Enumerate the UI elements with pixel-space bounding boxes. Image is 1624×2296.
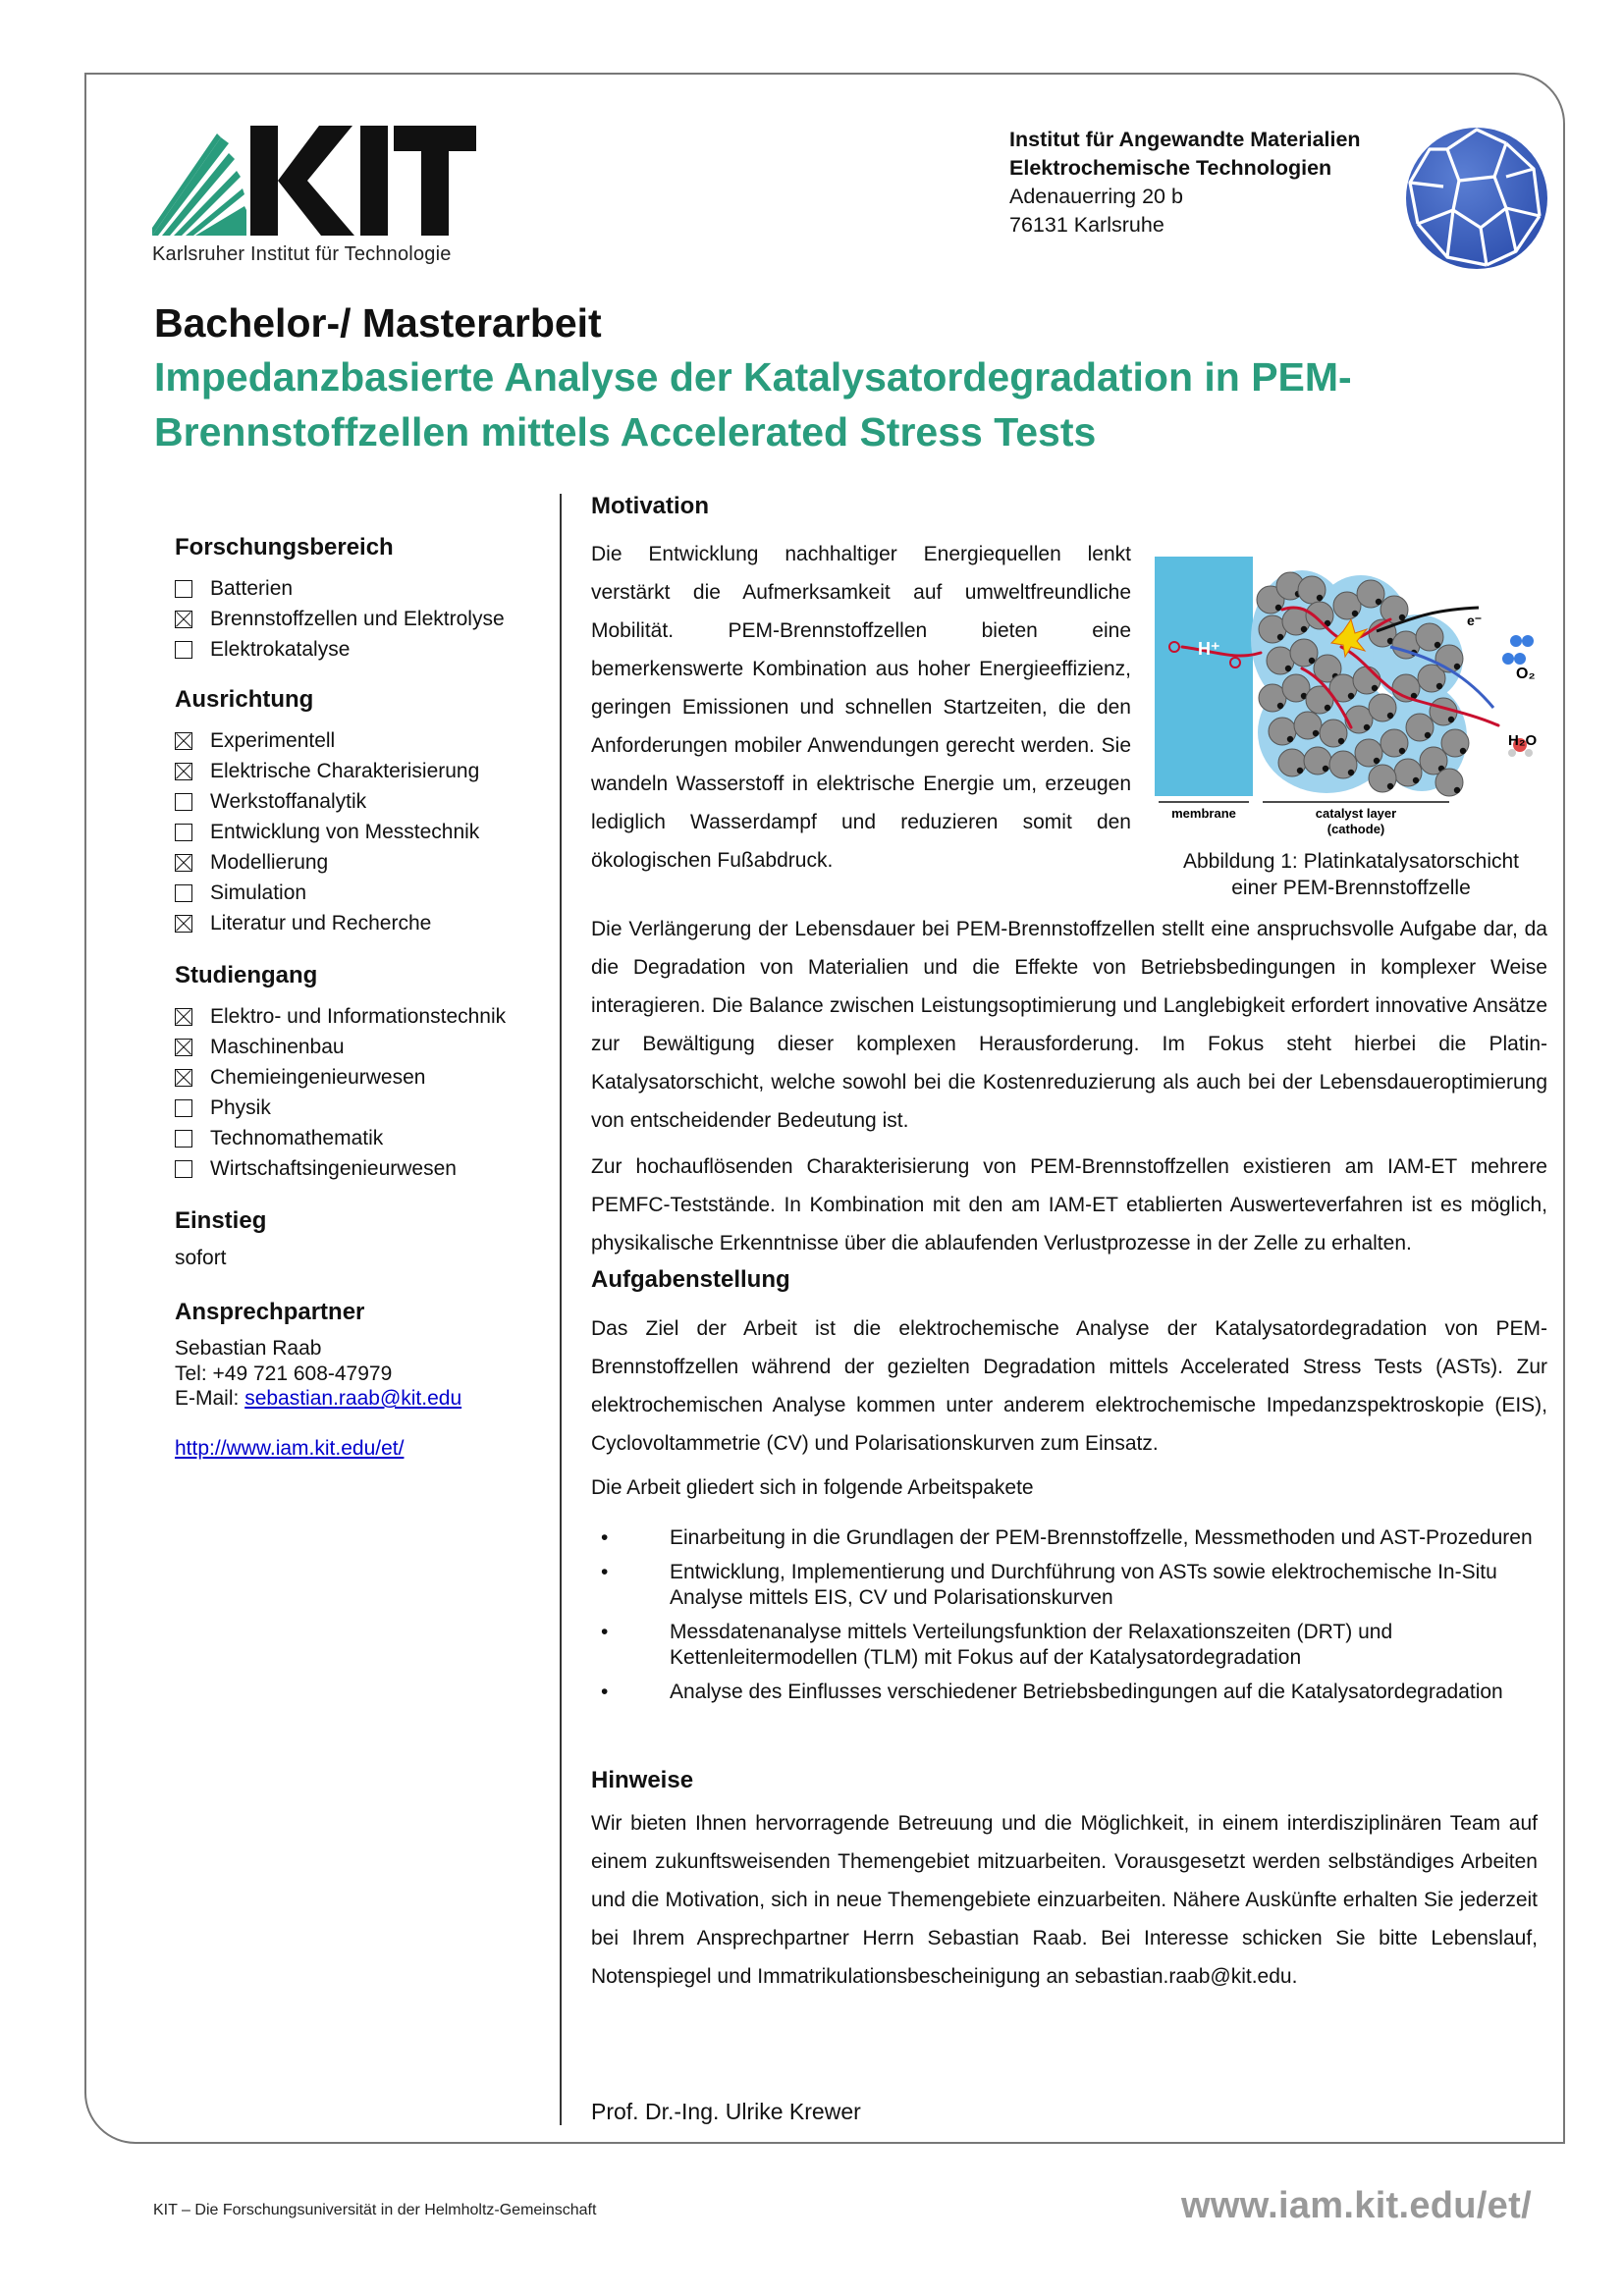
orientation-option-label: Simulation xyxy=(210,881,307,904)
list-item xyxy=(591,1560,1553,1611)
study-option[interactable] xyxy=(175,1123,548,1153)
notes-paragraph: Wir bieten Ihnen hervorragende Betreuung und die Möglichkeit, in einem interdisziplinären Team auf einem zukunftsweisenden Themengebiet mitzuarbeiten. Vorausgesetzt werden selbständiges Arbeiten und die Motivation, sich in neue Themengebiete einzuarbeiten. Nähere Auskünfte erhalten Sie jederzeit bei Ihrem Ansprechpartner Herrn Sebastian Raab. Bei Interesse schicken Sie bitte Lebenslauf, Notenspiegel und Immatrikulationsbescheinigung an sebastian.raab@kit.edu. xyxy=(591,1812,1538,1988)
task-bullet-list xyxy=(591,1525,1553,1714)
platinum-dot xyxy=(1413,777,1419,783)
research-option[interactable] xyxy=(175,573,548,604)
research-option-label: Batterien xyxy=(210,576,294,600)
platinum-dot xyxy=(1297,768,1303,774)
orientation-option[interactable] xyxy=(175,908,548,938)
list-item-text: Einarbeitung in die Grundlagen der PEM-Brennstoffzelle, Messmethoden und AST-Prozeduren xyxy=(670,1526,1533,1549)
list-item-text: Messdatenanalyse mittels Verteilungsfunktion der Relaxationszeiten (DRT) und Kettenleitermodellen (TLM) mit Fokus auf der Katalysatordegradation xyxy=(670,1621,1393,1669)
contact-heading: Ansprechpartner xyxy=(175,1299,365,1325)
platinum-dot xyxy=(1374,758,1380,764)
orientation-option-label: Modellierung xyxy=(210,850,329,874)
orientation-option[interactable] xyxy=(175,725,548,756)
unchecked-checkbox[interactable] xyxy=(175,1160,192,1178)
contact-email-link[interactable]: sebastian.raab@kit.edu xyxy=(244,1387,462,1410)
platinum-dot xyxy=(1325,705,1330,711)
study-heading: Studiengang xyxy=(175,962,318,988)
study-option[interactable] xyxy=(175,1032,548,1062)
orientation-option[interactable] xyxy=(175,847,548,878)
research-option-label: Brennstoffzellen und Elektrolyse xyxy=(210,607,505,630)
study-list xyxy=(175,1001,548,1184)
list-item-text: Analyse des Einflusses verschiedener Betriebsbedingungen auf die Katalysatordegradation xyxy=(670,1681,1503,1703)
platinum-dot xyxy=(1277,634,1283,640)
motivation-paragraph-2: Die Verlängerung der Lebensdauer bei PEM-Brennstoffzellen stellt eine anspruchsvolle Aufgabe dar, da die Degradation von Materialien und die Effekte von Betriebsbedingungen in komplexer Weise interagieren. Die Balance zwischen Leistungsoptimierung und Langlebigkeit erfordert innovative Ansätze zur Bewältigung dieser komplexen Herausforderung. Im Fokus steht hierbei die Platin-Katalysatorschicht, welche sowohl bei die Kostenreduzierung als auch bei der Lebensdaueroptimierung von entscheidender Bedeutung ist. xyxy=(591,918,1547,1132)
platinum-dot xyxy=(1313,730,1319,736)
bullet-icon: • xyxy=(601,1681,609,1703)
email-prefix: E-Mail: xyxy=(175,1387,245,1410)
logo-subtitle: Karlsruher Institut für Technologie xyxy=(152,243,452,265)
research-option-label: Elektrokatalyse xyxy=(210,637,351,661)
orientation-option-label: Werkstoffanalytik xyxy=(210,789,367,813)
bullet-icon: • xyxy=(601,1561,609,1583)
membrane-label: membrane xyxy=(1171,806,1236,821)
study-option[interactable] xyxy=(175,1001,548,1032)
unchecked-checkbox[interactable] xyxy=(175,641,192,659)
signature: Prof. Dr.-Ing. Ulrike Krewer xyxy=(591,2099,861,2124)
checked-checkbox[interactable] xyxy=(175,1069,192,1087)
platinum-dot xyxy=(1372,685,1378,691)
checked-checkbox[interactable] xyxy=(175,732,192,750)
bullet-icon: • xyxy=(601,1621,609,1643)
platinum-dot xyxy=(1454,787,1460,793)
study-option[interactable] xyxy=(175,1093,548,1123)
study-option-label: Maschinenbau xyxy=(210,1035,345,1058)
platinum-dot xyxy=(1454,664,1460,669)
orientation-option[interactable] xyxy=(175,878,548,908)
platinum-dot xyxy=(1352,611,1358,616)
column-divider xyxy=(560,494,562,2125)
research-list xyxy=(175,573,548,665)
thesis-title-line-1: Impedanzbasierte Analyse der Katalysatordegradation in PEM- xyxy=(154,354,1352,400)
unchecked-checkbox[interactable] xyxy=(175,1099,192,1117)
list-item xyxy=(591,1525,1553,1551)
platinum-dot xyxy=(1364,724,1370,730)
study-option[interactable] xyxy=(175,1062,548,1093)
checked-checkbox[interactable] xyxy=(175,854,192,872)
platinum-dot xyxy=(1317,595,1323,601)
unchecked-checkbox[interactable] xyxy=(175,1130,192,1148)
study-option-label: Physik xyxy=(210,1095,271,1119)
start-heading: Einstieg xyxy=(175,1207,267,1234)
platinum-dot xyxy=(1277,703,1283,709)
platinum-dot xyxy=(1399,614,1405,620)
electron-label: e⁻ xyxy=(1467,613,1483,628)
platinum-dot xyxy=(1460,748,1466,754)
institute-name: Institut für Angewandte Materialien xyxy=(1009,128,1361,151)
platinum-dot xyxy=(1348,693,1354,699)
platinum-dot xyxy=(1309,658,1315,664)
cathode-label: (cathode) xyxy=(1326,822,1385,836)
notes-heading: Hinweise xyxy=(591,1767,694,1793)
study-option-label: Chemieingenieurwesen xyxy=(210,1065,426,1089)
website-link[interactable]: http://www.iam.kit.edu/et/ xyxy=(175,1436,405,1460)
street-address: Adenauerring 20 b xyxy=(1009,185,1183,208)
research-heading: Forschungsbereich xyxy=(175,534,394,561)
checked-checkbox[interactable] xyxy=(175,611,192,628)
thesis-type: Bachelor-/ Masterarbeit xyxy=(154,300,602,346)
motivation-paragraph-3: Zur hochauflösenden Charakterisierung von PEM-Brennstoffzellen existieren am IAM-ET mehrere PEMFC-Teststände. In Kombination mit den am IAM-ET etablierten Auswerteverfahren ist es möglich, physikalische Erkenntnisse über die ablaufenden Verlustprozesse in der Zelle zu erhalten. xyxy=(591,1155,1547,1255)
orientation-option-label: Literatur und Recherche xyxy=(210,911,432,934)
unchecked-checkbox[interactable] xyxy=(175,824,192,841)
contact-email-row xyxy=(175,1386,548,1412)
orientation-option[interactable] xyxy=(175,817,548,847)
list-item xyxy=(591,1680,1553,1705)
platinum-dot xyxy=(1435,642,1440,648)
oxygen-label: O₂ xyxy=(1516,666,1536,682)
platinum-dot xyxy=(1348,770,1354,775)
checked-checkbox[interactable] xyxy=(175,915,192,933)
platinum-dot xyxy=(1287,736,1293,742)
research-option[interactable] xyxy=(175,634,548,665)
study-option-label: Technomathematik xyxy=(210,1126,384,1149)
contact-phone: Tel: +49 721 608-47979 xyxy=(175,1362,393,1385)
bullet-icon: • xyxy=(601,1526,609,1549)
thesis-title-line-2: Brennstoffzellen mittels Accelerated Stress Tests xyxy=(154,409,1097,454)
platinum-dot xyxy=(1387,783,1393,789)
institute-ball-logo xyxy=(1404,126,1549,271)
department-name: Elektrochemische Technologien xyxy=(1009,156,1332,180)
thesis-title xyxy=(154,349,1548,459)
figure-caption xyxy=(1155,848,1547,901)
catalyst-layer-figure xyxy=(1155,551,1547,845)
contact-name: Sebastian Raab xyxy=(175,1337,322,1360)
list-item-text: Entwicklung, Implementierung und Durchführung von ASTs sowie elektrochemische In-Situ Analyse mittels EIS, CV und Polarisationskurven xyxy=(670,1561,1497,1609)
platinum-dot xyxy=(1436,683,1442,689)
platinum-dot xyxy=(1338,738,1344,744)
platinum-dot xyxy=(1399,748,1405,754)
city-address: 76131 Karlsruhe xyxy=(1009,213,1164,237)
orientation-option-label: Entwicklung von Messtechnik xyxy=(210,820,480,843)
task-paragraph-1: Das Ziel der Arbeit ist die elektrochemische Analyse der Katalysatordegradation von PEM-Brennstoffzellen während der gezielten Degradation mittels Accelerated Stress Tests (ASTs). Zur elektrochemischen Analyse kommen unter anderem elektrochemische Impedanzspektroskopie (EIS), Cyclovoltammetrie (CV) und Polarisationskurven zum Einsatz. xyxy=(591,1317,1547,1455)
platinum-dot xyxy=(1376,599,1381,605)
sidebar xyxy=(175,534,548,1462)
unchecked-checkbox[interactable] xyxy=(175,793,192,811)
checked-checkbox[interactable] xyxy=(175,1008,192,1026)
orientation-option[interactable] xyxy=(175,756,548,786)
platinum-dot xyxy=(1301,626,1307,632)
study-option-label: Wirtschaftsingenieurwesen xyxy=(210,1156,457,1180)
orientation-option-label: Elektrische Charakterisierung xyxy=(210,759,480,782)
platinum-dot xyxy=(1275,605,1281,611)
institute-address xyxy=(1009,126,1361,240)
orientation-option[interactable] xyxy=(175,786,548,817)
figure-caption-line-1: Abbildung 1: Platinkatalysatorschicht xyxy=(1182,850,1520,873)
checked-checkbox[interactable] xyxy=(175,763,192,780)
membrane-region xyxy=(1155,557,1253,796)
start-value: sofort xyxy=(175,1247,227,1269)
unchecked-checkbox[interactable] xyxy=(175,884,192,902)
figure-caption-line-2: einer PEM-Brennstoffzelle xyxy=(1231,877,1471,899)
platinum-dot xyxy=(1285,666,1291,671)
study-option-label: Elektro- und Informationstechnik xyxy=(210,1004,507,1028)
study-option[interactable] xyxy=(175,1153,548,1184)
footer-left: KIT – Die Forschungsuniversität in der Helmholtz-Gemeinschaft xyxy=(153,2202,597,2218)
catalyst-label: catalyst layer xyxy=(1315,806,1397,821)
platinum-dot xyxy=(1323,766,1328,772)
platinum-dot xyxy=(1448,717,1454,722)
contact-block xyxy=(175,1336,548,1412)
orientation-option-label: Experimentell xyxy=(210,728,336,752)
research-option[interactable] xyxy=(175,604,548,634)
checked-checkbox[interactable] xyxy=(175,1039,192,1056)
list-item xyxy=(591,1620,1553,1671)
task-heading: Aufgabenstellung xyxy=(591,1266,790,1293)
task-paragraph-2: Die Arbeit gliedert sich in folgende Arbeitspakete xyxy=(591,1476,1034,1499)
platinum-dot xyxy=(1387,713,1393,719)
platinum-dot xyxy=(1425,732,1431,738)
footer-website[interactable]: www.iam.kit.edu/et/ xyxy=(1181,2185,1532,2226)
orientation-heading: Ausrichtung xyxy=(175,686,314,713)
motivation-paragraph-1: Die Entwicklung nachhaltiger Energiequellen lenkt verstärkt die Aufmerksamkeit auf umweltfreundliche Mobilität. PEM-Brennstoffzellen bieten eine bemerkenswerte Kombination aus hoher Energieeffizienz, geringen Emissionen und schnellen Startzeiten, die den Anforderungen mobiler Anwendungen gerecht werden. Sie wandeln Wasserstoff in elektrische Energie um, erzeugen lediglich Wasserdampf und reduzieren somit den ökologischen Fußabdruck. xyxy=(591,543,1131,872)
water-label: H₂O xyxy=(1508,732,1538,749)
orientation-list xyxy=(175,725,548,938)
proton-label: H⁺ xyxy=(1198,639,1220,659)
unchecked-checkbox[interactable] xyxy=(175,580,192,598)
motivation-heading: Motivation xyxy=(591,493,709,519)
